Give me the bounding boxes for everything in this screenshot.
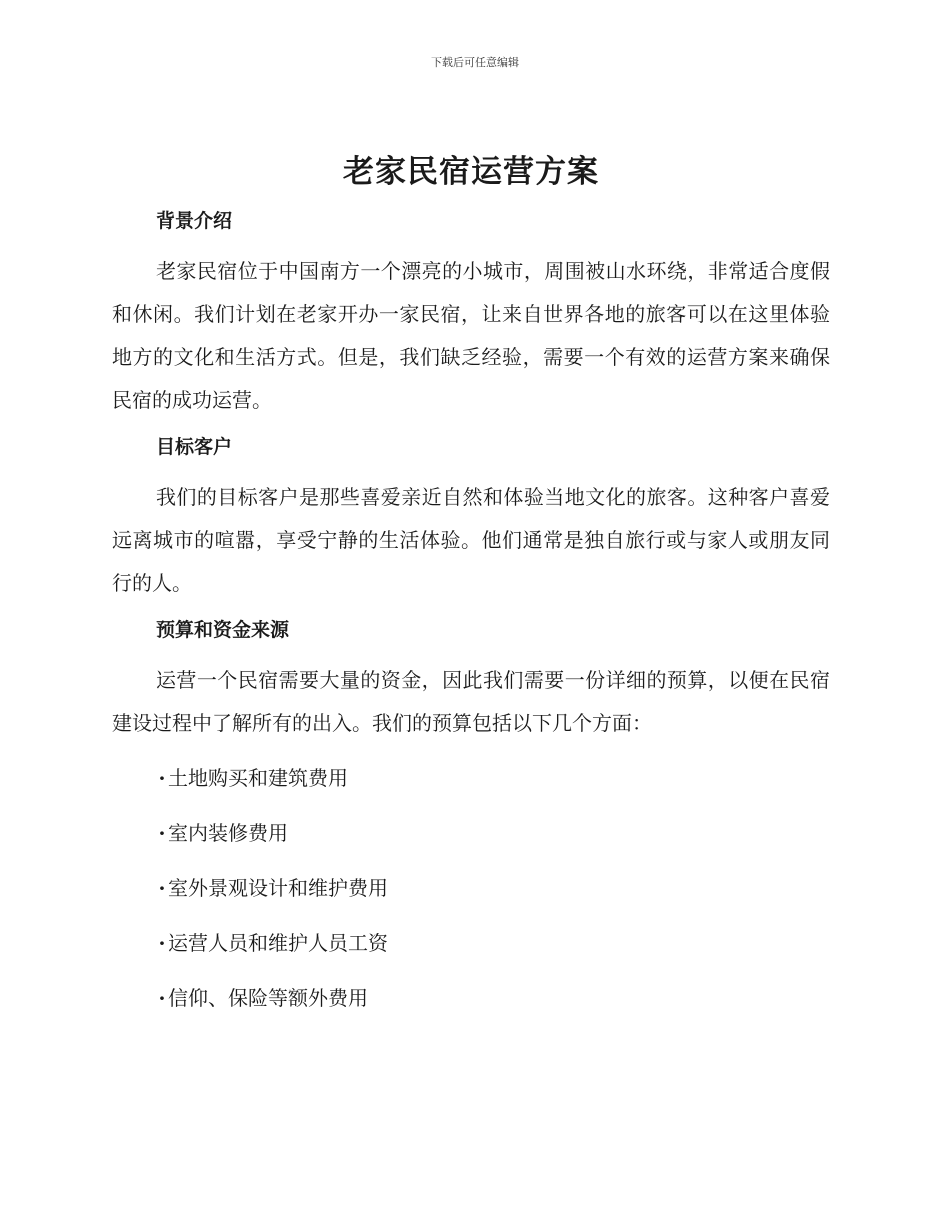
list-item-text: 运营人员和维护人员工资 bbox=[168, 931, 388, 955]
header-note: 下载后可任意编辑 bbox=[431, 56, 519, 69]
section-target-customers bbox=[112, 432, 830, 605]
list-item-text: 信仰、保险等额外费用 bbox=[168, 986, 368, 1010]
document-body bbox=[112, 150, 830, 1038]
section-heading: 目标客户 bbox=[156, 436, 233, 458]
list-item bbox=[112, 818, 830, 848]
section-background bbox=[112, 206, 830, 422]
bullet-mark: · bbox=[158, 876, 166, 900]
section-heading: 预算和资金来源 bbox=[156, 619, 290, 641]
section-paragraph: 运营一个民宿需要大量的资金，因此我们需要一份详细的预算，以便在民宿建设过程中了解所有的出入。我们的预算包括以下几个方面： bbox=[112, 668, 830, 735]
bullet-mark: · bbox=[158, 986, 166, 1010]
list-item-text: 室内装修费用 bbox=[168, 821, 288, 845]
section-budget bbox=[112, 615, 830, 1013]
section-paragraph: 我们的目标客户是那些喜爱亲近自然和体验当地文化的旅客。这种客户喜爱远离城市的喧嚣，享受宁静的生活体验。他们通常是独自旅行或与家人或朋友同行的人。 bbox=[112, 485, 830, 595]
bullet-mark: · bbox=[158, 766, 166, 790]
list-item bbox=[112, 873, 830, 903]
list-item-text: 土地购买和建筑费用 bbox=[168, 766, 348, 790]
bullet-mark: · bbox=[158, 821, 166, 845]
list-item bbox=[112, 763, 830, 793]
section-heading: 背景介绍 bbox=[156, 210, 233, 232]
list-item-text: 室外景观设计和维护费用 bbox=[168, 876, 388, 900]
list-item bbox=[112, 983, 830, 1013]
bullet-mark: · bbox=[158, 931, 166, 955]
list-item bbox=[112, 928, 830, 958]
budget-list bbox=[112, 763, 830, 1013]
section-paragraph: 老家民宿位于中国南方一个漂亮的小城市，周围被山水环绕，非常适合度假和休闲。我们计划在老家开办一家民宿，让来自世界各地的旅客可以在这里体验地方的文化和生活方式。但是，我们缺乏经验，需要一个有效的运营方案来确保民宿的成功运营。 bbox=[112, 259, 830, 412]
document-title: 老家民宿运营方案 bbox=[343, 154, 599, 190]
